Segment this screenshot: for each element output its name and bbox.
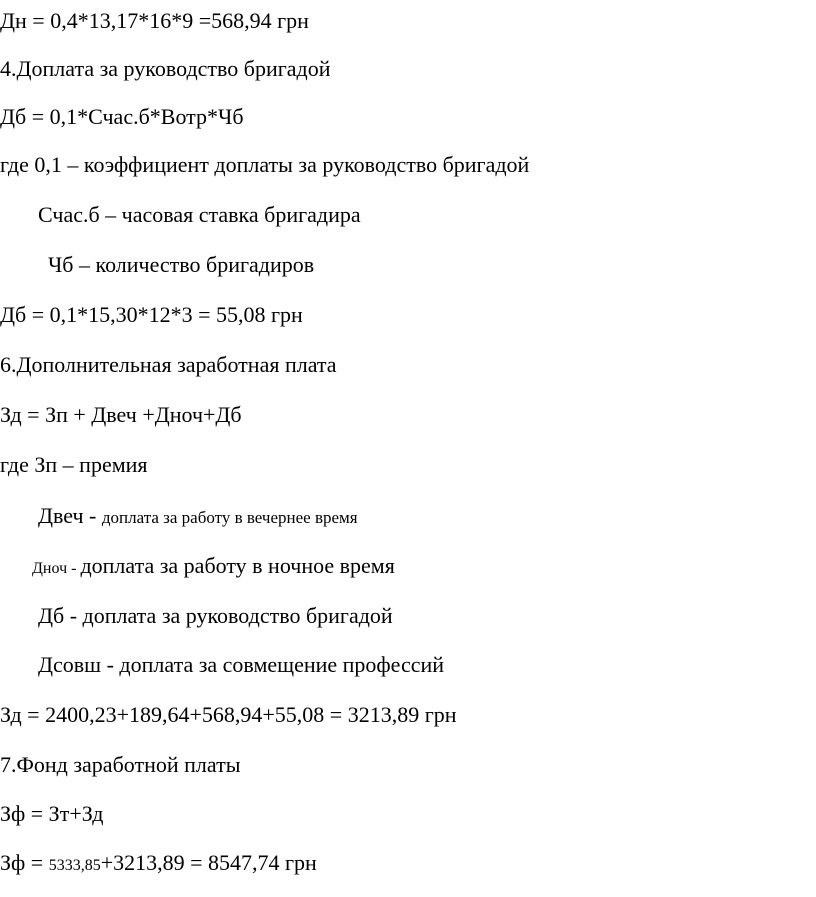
formula-line: Зд = Зп + Двеч +Дноч+Дб (0, 402, 242, 427)
text-line: Дсовш - доплата за совмещение профессий (38, 652, 445, 677)
formula-line: Зд = 2400,23+189,64+568,94+55,08 = 3213,89 грн (0, 702, 457, 727)
text-span: доплата за работу в вечернее время (101, 508, 358, 527)
text-line: Чб – количество бригадиров (48, 252, 315, 277)
text-line: Дн = 0,4*13,17*16*9 =568,94 грн (0, 8, 309, 33)
section-heading: 4.Доплата за руководство бригадой (0, 56, 331, 81)
text-span: 5333,85 (48, 857, 101, 874)
text-line: где Зп – премия (0, 452, 148, 477)
text-span: Дноч - (32, 560, 81, 577)
text-line: где 0,1 – коэффициент доплаты за руководство бригадой (0, 152, 530, 177)
text-line (38, 503, 358, 531)
formula-line (0, 850, 317, 879)
text-span: Двеч - (38, 503, 102, 528)
formula-line: Зф = Зт+Зд (0, 801, 104, 826)
text-span: доплата за работу в ночное время (80, 553, 395, 578)
text-line (32, 553, 395, 582)
text-span: +3213,89 = 8547,74 грн (100, 850, 317, 875)
text-line: Дб - доплата за руководство бригадой (38, 603, 393, 628)
formula-line: Дб = 0,1*15,30*12*3 = 55,08 грн (0, 302, 303, 327)
section-heading: 6.Дополнительная заработная плата (0, 352, 337, 377)
text-span: Зф = (0, 850, 49, 875)
section-heading: 7.Фонд заработной платы (0, 752, 241, 777)
formula-line: Дб = 0,1*Счас.б*Вотр*Чб (0, 104, 244, 129)
text-line: Счас.б – часовая ставка бригадира (38, 202, 361, 227)
